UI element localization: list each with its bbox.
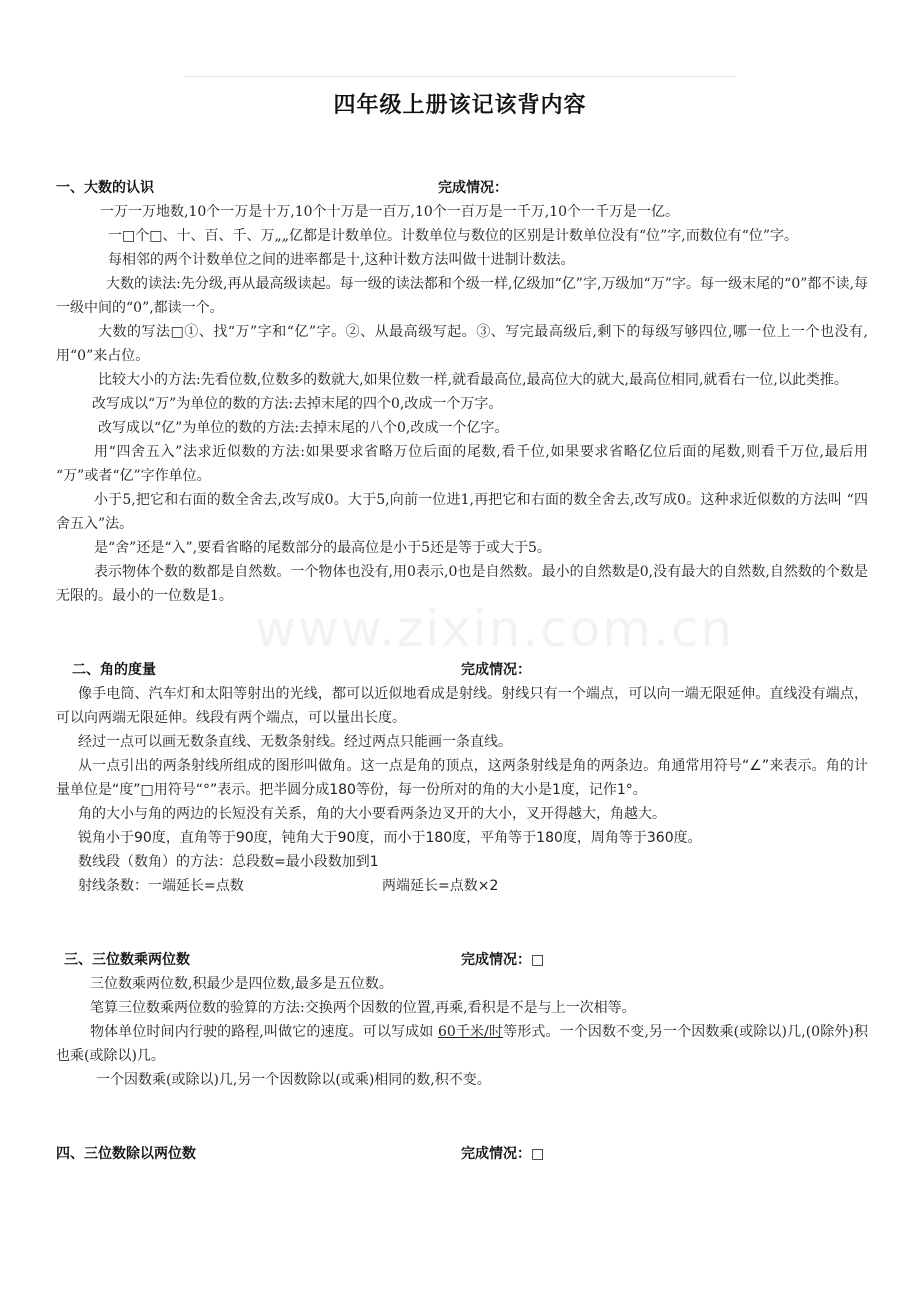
section-multiplication: [56, 948, 868, 1092]
section-header: [56, 176, 868, 200]
paragraph: 角的大小与角的两边的长短没有关系，角的大小要看两条边叉开的大小，叉开得越大，角越大。: [78, 806, 666, 822]
ray-count-one-end: 射线条数：一端延长=点数: [78, 878, 244, 894]
paragraph: 一□个□、十、百、千、万„„亿都是计数单位。计数单位与数位的区别是计数单位没有“位”字,而数位有“位”字。: [108, 228, 799, 244]
section-title: 二、角的度量: [72, 662, 156, 678]
paragraph: 用“四舍五入”法求近似数的方法:如果要求省略万位后面的尾数,看千位,如果要求省略亿位后面的尾数,则看千万位,最后用 “万”或者“亿”字作单位。: [56, 444, 868, 484]
section-title: 一、大数的认识: [56, 180, 154, 196]
paragraph: 锐角小于90度，直角等于90度，钝角大于90度，而小于180度，平角等于180度，周角等于360度。: [78, 830, 702, 846]
paragraph: 大数的写法□①、找“万”字和“亿”字。②、从最高级写起。③、写完最高级后,剩下的每级写够四位,哪一位上一个也没有,用“0”来占位。: [56, 324, 868, 364]
document-body: [56, 176, 868, 1166]
section-division: [56, 1142, 868, 1166]
section-body: [56, 682, 868, 898]
header-rule: [185, 76, 735, 77]
section-gap: [56, 608, 868, 658]
paragraph: 数线段（数角）的方法：总段数=最小段数加到1: [78, 854, 379, 870]
section-title: 三、三位数乘两位数: [64, 952, 190, 968]
section-header: [56, 658, 868, 682]
paragraph: 每相邻的两个计数单位之间的进率都是十,这种计数方法叫做十进制计数法。: [108, 252, 575, 268]
paragraph: 三位数乘两位数,积最少是四位数,最多是五位数。: [90, 976, 393, 992]
section-gap: [56, 1092, 868, 1142]
paragraph: 小于5,把它和右面的数全舍去,改写成0。大于5,向前一位进1,再把它和右面的数全舍去,改写成0。这种求近似数的方法叫 “四舍五入”法。: [56, 492, 868, 532]
paragraph: 是“舍”还是“入”,要看省略的尾数部分的最高位是小于5还是等于或大于5。: [94, 540, 551, 556]
speed-text-after: 等形式。一个因数不变,另一个因数乘(或除以)几,(0除外)积也乘(或除以)几。: [56, 1024, 869, 1064]
paragraph: 大数的读法:先分级,再从最高级读起。每一级的读法都和个级一样,亿级加“亿”字,万级加“万”字。每一级末尾的“0”都不读,每一级中间的“0”,都读一个。: [56, 276, 868, 316]
completion-status: 完成情况：□: [461, 952, 545, 968]
page-title: 四年级上册该记该背内容: [333, 93, 587, 118]
section-header: [56, 948, 868, 972]
section-angles: [56, 658, 868, 898]
paragraph: 一万一万地数,10个一万是十万,10个十万是一百万,10个一百万是一千万,10个一千万是一亿。: [100, 204, 680, 220]
paragraph: 一个因数乘(或除以)几,另一个因数除以(或乘)相同的数,积不变。: [96, 1072, 491, 1088]
speed-example: 60千米/时: [438, 1024, 504, 1040]
paragraph: 表示物体个数的数都是自然数。一个物体也没有,用0表示,0也是自然数。最小的自然数是0,没有最大的自然数,自然数的个数是无限的。最小的一位数是1。: [56, 564, 868, 604]
watermark: www.zixin.com.cn: [255, 600, 735, 658]
section-gap: [56, 898, 868, 948]
section-large-numbers: [56, 176, 868, 608]
completion-status: 完成情况：: [438, 180, 508, 196]
completion-status: 完成情况：□: [461, 1146, 545, 1162]
ray-count-two-ends: 两端延长=点数×2: [382, 878, 499, 894]
paragraph: 改写成以“万”为单位的数的方法:去掉末尾的四个0,改成一个万字。: [92, 396, 503, 412]
paragraph: 从一点引出的两条射线所组成的图形叫做角。这一点是角的顶点，这两条射线是角的两条边。角通常用符号“∠”来表示。角的计量单位是“度”□用符号“°”表示。把半圆分成180等份，每一份所对的角的大小是1度，记作1°。: [56, 758, 868, 798]
speed-text-before: 物体单位时间内行驶的路程,叫做它的速度。可以写成如: [90, 1024, 438, 1040]
section-title: 四、三位数除以两位数: [56, 1146, 196, 1162]
paragraph: [56, 1020, 868, 1068]
completion-status: 完成情况：: [461, 662, 531, 678]
section-header: [56, 1142, 868, 1166]
paragraph: 比较大小的方法:先看位数,位数多的数就大,如果位数一样,就看最高位,最高位大的就大,最高位相同,就看右一位,以此类推。: [98, 372, 848, 388]
paragraph: 笔算三位数乘两位数的验算的方法:交换两个因数的位置,再乘,看积是不是与上一次相等。: [90, 1000, 636, 1016]
paragraph: 经过一点可以画无数条直线、无数条射线。经过两点只能画一条直线。: [78, 734, 512, 750]
paragraph: 像手电筒、汽车灯和太阳等射出的光线，都可以近似地看成是射线。射线只有一个端点，可以向一端无限延伸。直线没有端点，可以向两端无限延伸。线段有两个端点，可以量出长度。: [56, 686, 868, 726]
section-body: [56, 200, 868, 608]
ray-count-row: [56, 874, 868, 898]
section-body: [56, 972, 868, 1092]
paragraph: 改写成以“亿”为单位的数的方法:去掉末尾的八个0,改成一个亿字。: [98, 420, 509, 436]
